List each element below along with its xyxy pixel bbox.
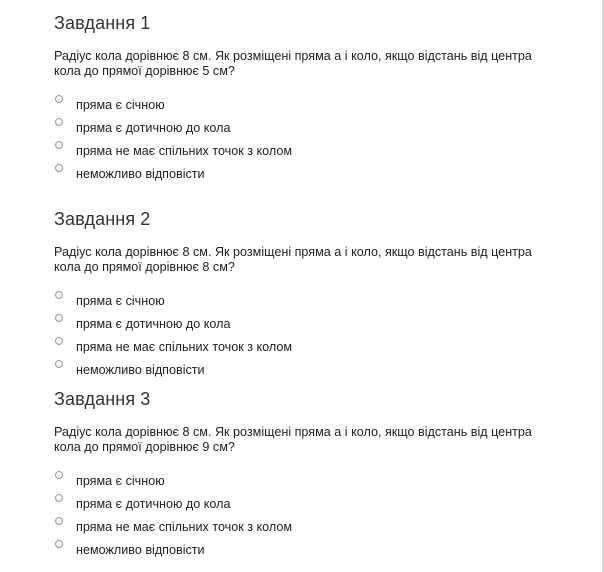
radio-button[interactable] <box>55 164 63 172</box>
task-title: Завдання 1 <box>54 13 151 33</box>
radio-button[interactable] <box>55 291 63 299</box>
answer-label[interactable]: пряма є дотичною до кола <box>76 497 231 511</box>
task-2 <box>54 208 574 401</box>
task-1 <box>54 12 574 205</box>
radio-button[interactable] <box>55 517 63 525</box>
answer-label[interactable]: пряма є січною <box>76 98 165 112</box>
answer-label[interactable]: неможливо відповісти <box>76 167 205 181</box>
answer-label[interactable]: пряма є дотичною до кола <box>76 317 231 331</box>
question-line: Радіус кола дорівнює 8 см. Як розміщені пряма а і коло, якщо відстань від центра <box>54 49 532 63</box>
answer-label[interactable]: неможливо відповісти <box>76 543 205 557</box>
answer-label[interactable]: пряма не має спільних точок з колом <box>76 340 293 354</box>
answer-label[interactable]: пряма не має спільних точок з колом <box>76 520 293 534</box>
answer-option[interactable] <box>54 166 574 189</box>
task-question <box>54 49 574 79</box>
answer-label[interactable]: неможливо відповісти <box>76 363 205 377</box>
question-line: кола до прямої дорівнює 5 см? <box>54 64 235 78</box>
answer-option[interactable] <box>54 496 574 519</box>
answer-option[interactable] <box>54 316 574 339</box>
radio-button[interactable] <box>55 314 63 322</box>
answer-options <box>54 293 574 385</box>
answer-options <box>54 97 574 189</box>
radio-button[interactable] <box>55 471 63 479</box>
answer-option[interactable] <box>54 293 574 316</box>
answer-option[interactable] <box>54 120 574 143</box>
task-3 <box>54 388 574 572</box>
answer-label[interactable]: пряма є дотичною до кола <box>76 121 231 135</box>
answer-option[interactable] <box>54 97 574 120</box>
task-title: Завдання 2 <box>54 209 151 229</box>
question-line: Радіус кола дорівнює 8 см. Як розміщені пряма а і коло, якщо відстань від центра <box>54 245 532 259</box>
radio-button[interactable] <box>55 141 63 149</box>
radio-button[interactable] <box>55 95 63 103</box>
answer-label[interactable]: пряма є січною <box>76 294 165 308</box>
answer-options <box>54 473 574 565</box>
answer-label[interactable]: пряма є січною <box>76 474 165 488</box>
answer-option[interactable] <box>54 519 574 542</box>
question-line: кола до прямої дорівнює 9 см? <box>54 440 235 454</box>
answer-option[interactable] <box>54 362 574 385</box>
radio-button[interactable] <box>55 540 63 548</box>
question-line: кола до прямої дорівнює 8 см? <box>54 260 235 274</box>
radio-button[interactable] <box>55 494 63 502</box>
radio-button[interactable] <box>55 118 63 126</box>
answer-label[interactable]: пряма не має спільних точок з колом <box>76 144 293 158</box>
answer-option[interactable] <box>54 473 574 496</box>
task-question <box>54 425 574 455</box>
question-line: Радіус кола дорівнює 8 см. Як розміщені пряма а і коло, якщо відстань від центра <box>54 425 532 439</box>
task-question <box>54 245 574 275</box>
radio-button[interactable] <box>55 360 63 368</box>
answer-option[interactable] <box>54 339 574 362</box>
radio-button[interactable] <box>55 337 63 345</box>
answer-option[interactable] <box>54 542 574 565</box>
answer-option[interactable] <box>54 143 574 166</box>
task-title: Завдання 3 <box>54 389 151 409</box>
